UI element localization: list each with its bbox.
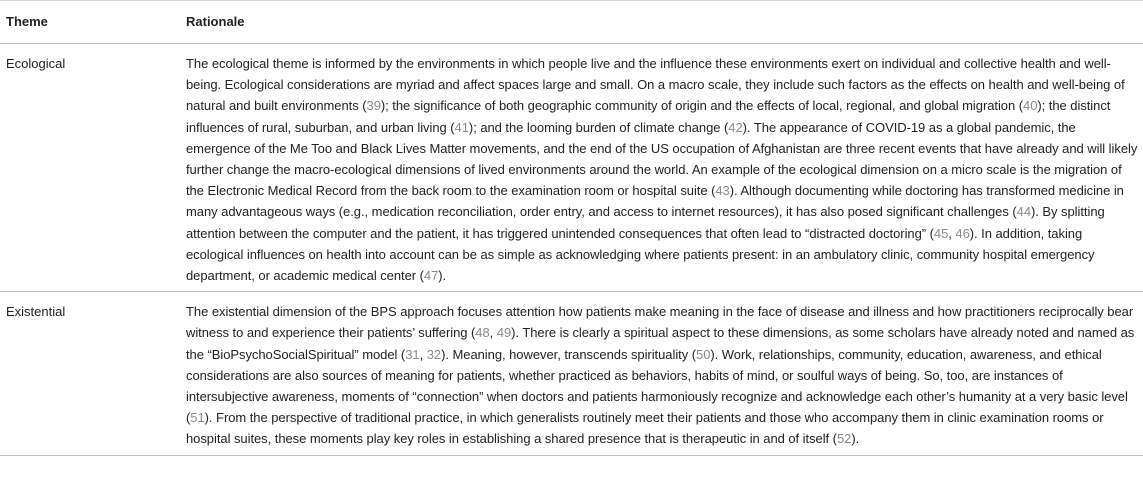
reference-link[interactable]: 52 [836,431,852,447]
rationale-text: The ecological theme is informed by the environments in which people live and the influence these environments exert on individual and collective health and well-being. Ecological considerations are myriad and affect spaces large and small. On a macro scale, they include such factors as the effects on health and well-being of natural and built environments ( [186,56,1125,114]
reference-link[interactable]: 45 [933,225,949,241]
reference-link[interactable]: 50 [696,346,711,362]
rationale-text: ); and the looming burden of climate change ( [468,119,729,135]
rationale-text: ). Although documenting while doctoring has transformed medicine in many advantageous ways (e.g., medication reconciliation, order entry, and access to internet resources), it has also posed significant challenges ( [186,183,1124,220]
reference-link[interactable]: 51 [190,410,205,426]
theme-cell: Ecological [0,44,176,292]
rationale-text: ). Work, relationships, community, education, awareness, and ethical considerations are also sources of meaning for patients, whether practiced as behaviors, habits of mind, or soulful ways of being. So, too, are instances of intersubjective awareness, moments of “connection” when doctors and patients harmoniously recognize and acknowledge each other’s humanity at a very basic level ( [186,346,1128,426]
reference-link[interactable]: 47 [423,268,439,284]
reference-link[interactable]: 44 [1016,204,1032,220]
reference-link[interactable]: 48 [475,325,490,341]
rationale-text: ). [438,268,447,284]
rationale-text: , [948,225,956,241]
reference-link[interactable]: 40 [1023,98,1038,114]
table-header-row [0,1,1143,44]
rationale-cell [176,44,1143,292]
reference-link[interactable]: 49 [496,325,512,341]
rationale-text: The existential dimension of the BPS approach focuses attention how patients make meaning in the face of disease and illness and how practitioners reciprocally bear witness to and experience their patients’ suffering ( [186,304,1134,341]
reference-link[interactable]: 42 [728,119,743,135]
reference-link[interactable]: 41 [454,119,469,135]
rationale-text: ). From the perspective of traditional practice, in which generalists routinely meet their patients and those who accompany them in clinic examination rooms or hospital suites, these moments play key roles in establishing a shared presence that is therapeutic in and of itself ( [186,410,1104,447]
rationale-text: ); the significance of both geographic community of origin and the effects of local, regional, and global migration ( [380,98,1024,114]
rationale-text: , [419,346,427,362]
rationale-cell [176,292,1143,455]
rationale-text: ). By splitting attention between the computer and the patient, it has triggered unintended consequences that often lead to “distracted doctoring” ( [186,204,1105,241]
rationale-text: ). In addition, taking ecological influences on health into account can be as simple as acknowledging where patients present: in an ambulatory clinic, community hospital emergency department, or academic medical center ( [186,225,1095,284]
table-row [0,292,1143,455]
rationale-text: ). [851,431,860,447]
reference-link[interactable]: 39 [366,98,381,114]
theme-cell: Existential [0,292,176,455]
header-rationale: Rationale [176,1,1143,44]
rationale-text: , [489,325,497,341]
rationale-text: ). Meaning, however, transcends spirituality ( [441,346,697,362]
table-row [0,44,1143,292]
rationale-text: ). There is clearly a spiritual aspect to these dimensions, as some scholars have already noted and named as the “BioPsychoSocialSpiritual” model ( [186,325,1135,362]
reference-link[interactable]: 46 [955,225,970,241]
reference-link[interactable]: 32 [426,346,442,362]
reference-link[interactable]: 31 [405,346,420,362]
reference-link[interactable]: 43 [715,183,730,199]
rationale-text: ); the distinct influences of rural, suburban, and urban living ( [186,98,1111,135]
rationale-text: ). The appearance of COVID-19 as a global pandemic, the emergence of the Me Too and Black Lives Matter movements, and the end of the US occupation of Afghanistan are three recent events that have already and will likely further change the macro-ecological dimensions of lived environments around the world. An example of the ecological dimension on a micro scale is the migration of the Electronic Medical Record from the back room to the examination room or hospital suite ( [186,119,1138,199]
header-theme: Theme [0,1,176,44]
